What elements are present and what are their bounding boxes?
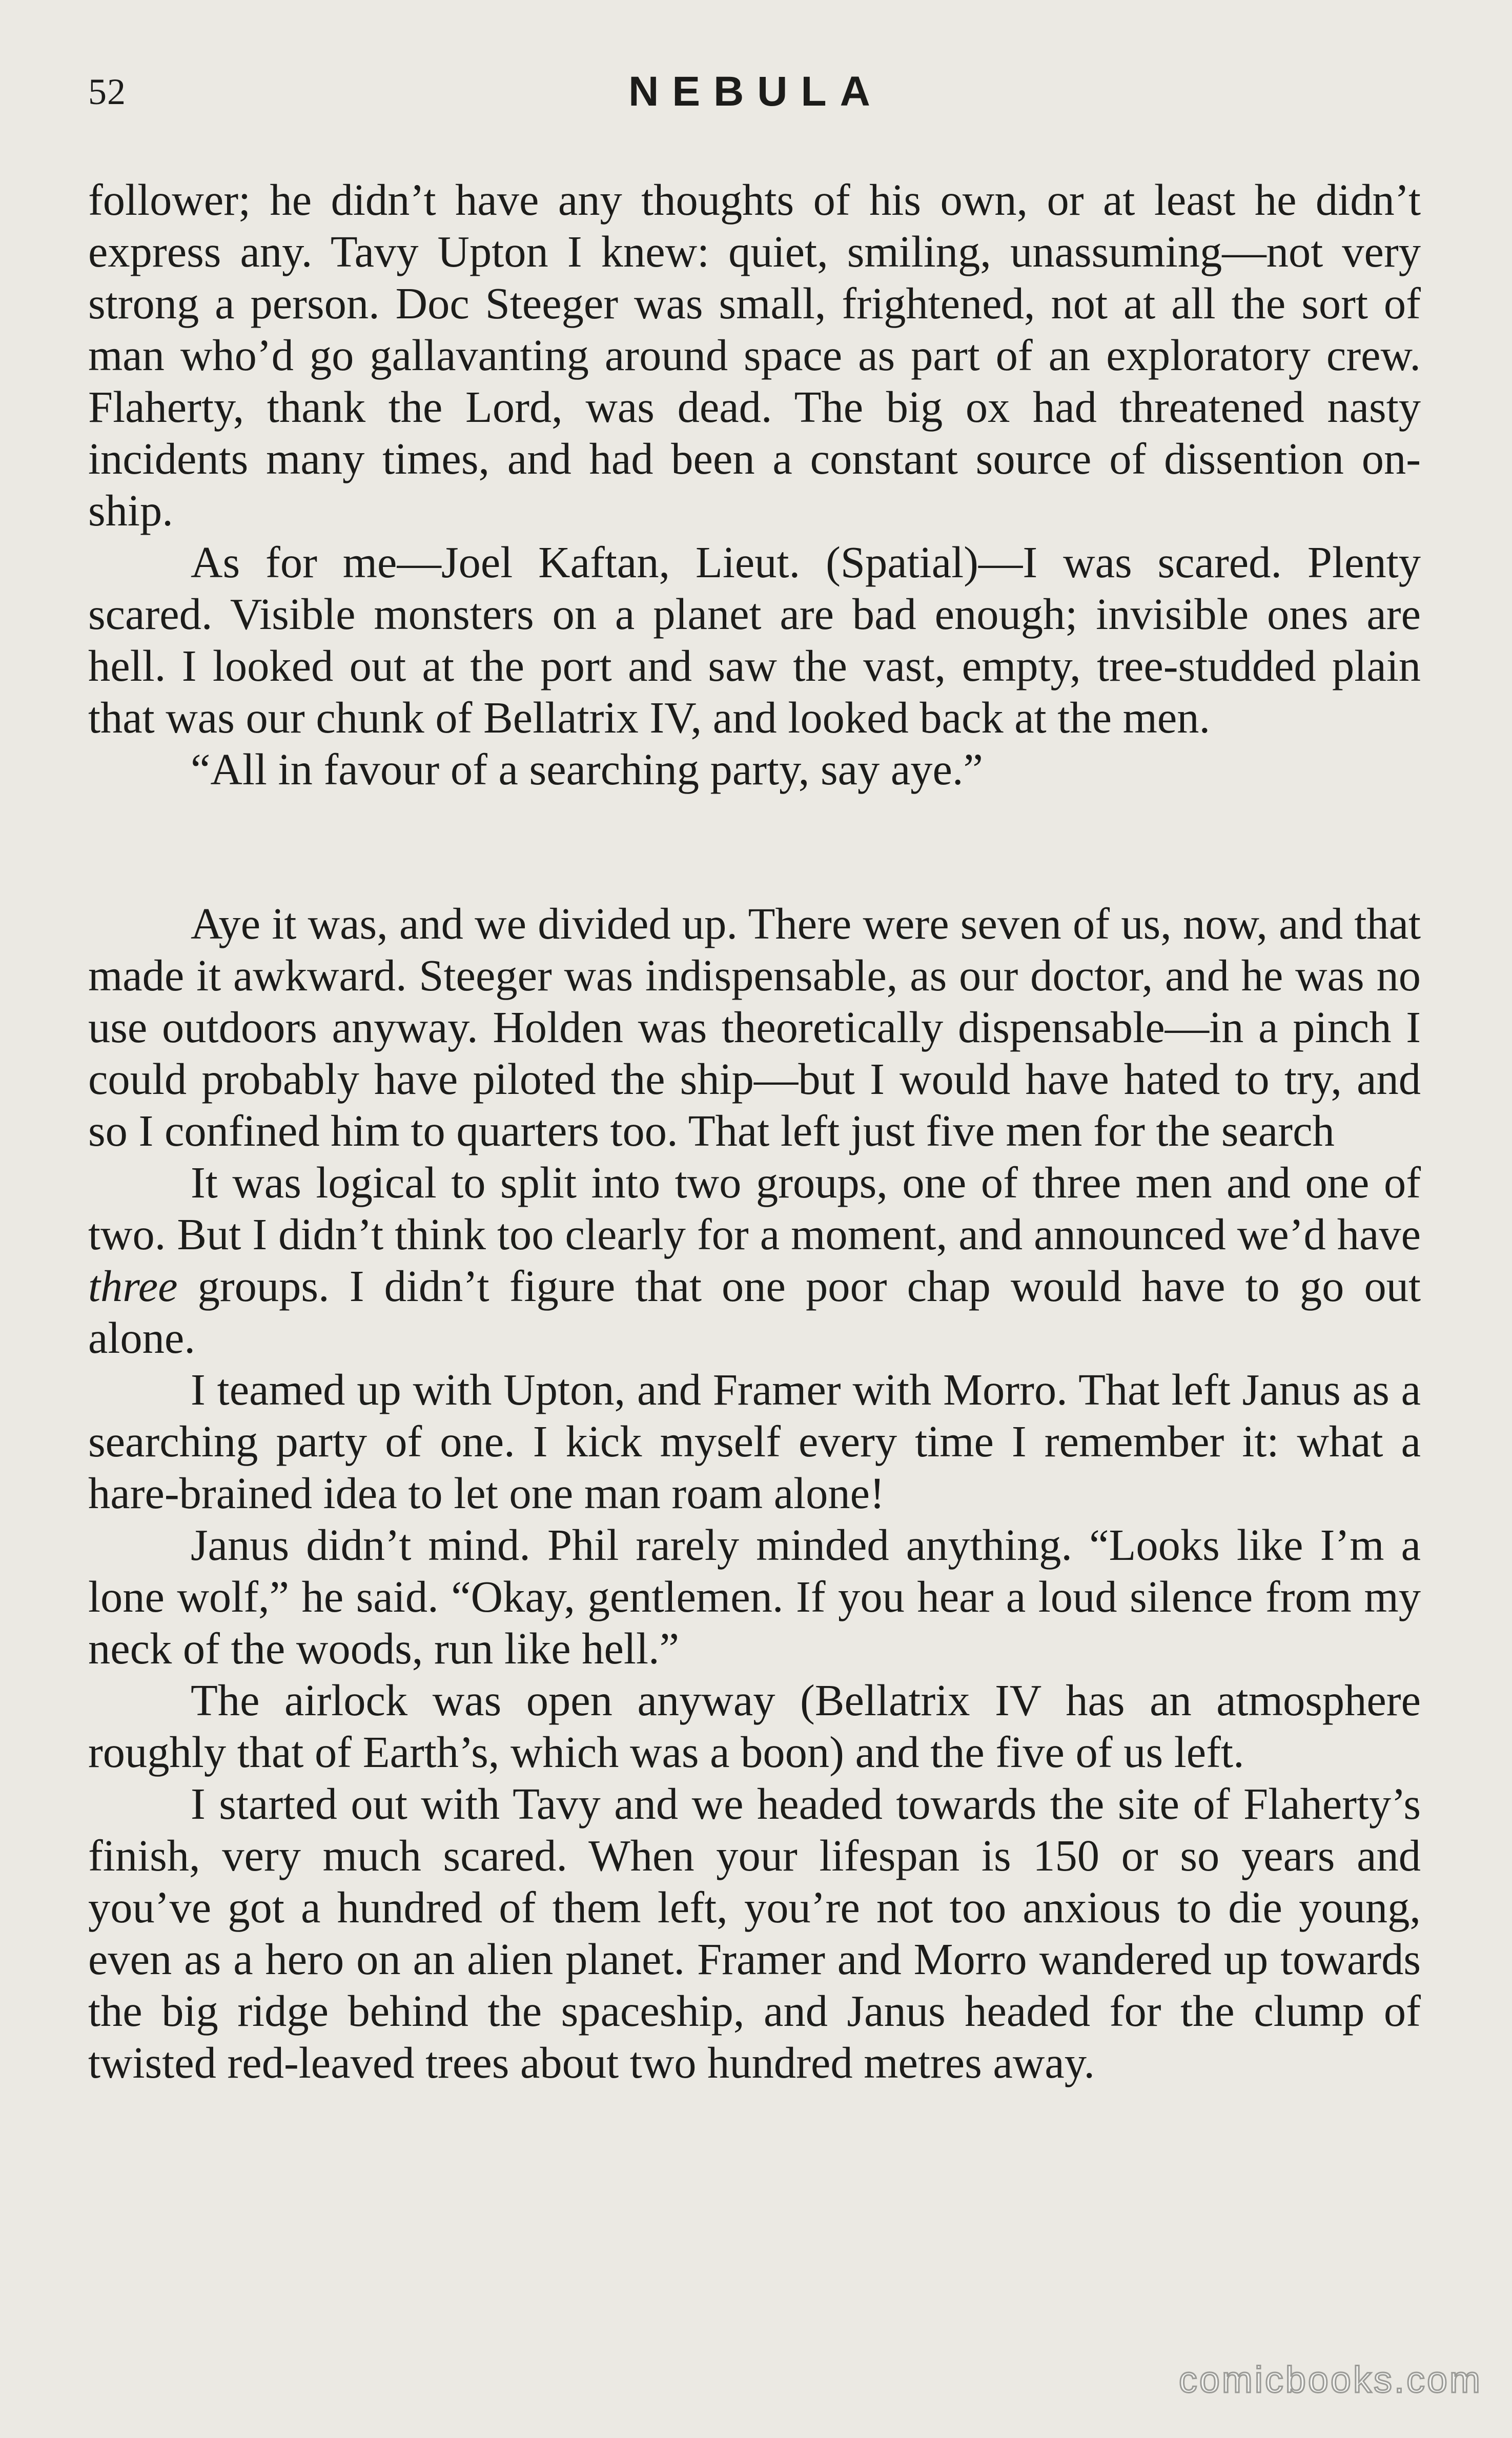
- story-text: [88, 174, 1421, 2089]
- page-number: 52: [88, 71, 126, 112]
- emphasis-text: three: [88, 1262, 178, 1311]
- paragraph: As for me—Joel Kaftan, Lieut. (Spatial)—I was scared. Plenty scared. Visible monsters on a planet are bad enough; invisible ones are hell. I looked out at the port and saw the vast, empty, tree-studded plain that was our chunk of Bellatrix IV, and looked back at the men.: [88, 538, 1421, 742]
- section-break: [88, 796, 1421, 898]
- running-title: NEBULA: [628, 68, 884, 115]
- paragraph: “All in favour of a searching party, say aye.”: [191, 745, 983, 794]
- paragraph: [88, 1157, 1421, 1364]
- paragraph-text: It was logical to split into two groups, one of three men and one of two. But I didn’t think too clearly for a moment, and announced we’d have: [88, 1158, 1421, 1259]
- paragraph-text: groups. I didn’t figure that one poor chap would have to go out alone.: [88, 1262, 1421, 1363]
- paragraph: follower; he didn’t have any thoughts of his own, or at least he didn’t express any. Tavy Upton I knew: quiet, smiling, unassuming—not very strong a person. Doc Steeger was small, frightened, not at all the sort of man who’d go gallavanting around space as part of an exploratory crew. Flaherty, thank the Lord, was dead. The big ox had threatened nasty incidents many times, and had been a constant source of dissention on-ship.: [88, 175, 1421, 535]
- paragraph: I teamed up with Upton, and Framer with Morro. That left Janus as a searching party of one. I kick myself every time I remember it: what a hare-brained idea to let one man roam alone!: [88, 1365, 1421, 1518]
- paragraph: The airlock was open anyway (Bellatrix IV has an atmosphere roughly that of Earth’s, which was a boon) and the five of us left.: [88, 1676, 1421, 1777]
- paragraph: Aye it was, and we divided up. There were seven of us, now, and that made it awkward. Steeger was indispensable, as our doctor, and he was no use outdoors anyway. Holden was theoretically dispensable—in a pinch I could probably have piloted the ship—but I would have hated to try, and so I confined him to quarters too. That left just five men for the search: [88, 899, 1421, 1155]
- paragraph: I started out with Tavy and we headed towards the site of Flaherty’s finish, very much scared. When your lifespan is 150 or so years and you’ve got a hundred of them left, you’re not too anxious to die young, even as a hero on an alien planet. Framer and Morro wandered up towards the big ridge behind the spaceship, and Janus headed for the clump of twisted red-leaved trees about two hundred metres away.: [88, 1779, 1421, 2087]
- paragraph: Janus didn’t mind. Phil rarely minded anything. “Looks like I’m a lone wolf,” he said. “Okay, gentlemen. If you hear a loud silence from my neck of the woods, run like hell.”: [88, 1520, 1421, 1673]
- watermark-logo: comicbooks.com: [1178, 2360, 1482, 2401]
